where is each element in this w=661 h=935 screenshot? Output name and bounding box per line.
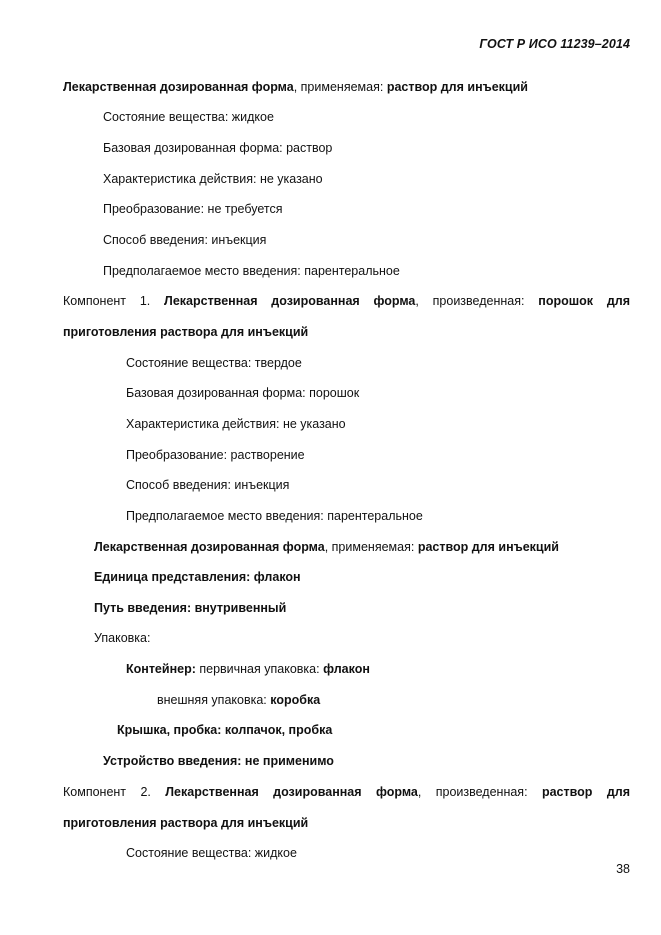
component-1-value-start: порошок для bbox=[538, 294, 630, 308]
component-2-substance-state: Состояние вещества: жидкое bbox=[126, 846, 297, 860]
component-1-administration-method: Способ введения: инъекция bbox=[126, 478, 290, 492]
packaging-label: Упаковка: bbox=[94, 631, 151, 645]
component-1-base-dosage-form: Базовая дозированная форма: порошок bbox=[126, 386, 360, 400]
page-number: 38 bbox=[616, 862, 630, 876]
component-2-connector: , произведенная: bbox=[417, 785, 542, 799]
base-dosage-form: Базовая дозированная форма: раствор bbox=[103, 141, 333, 155]
component-2-value-start: раствор для bbox=[541, 785, 630, 799]
component-1-form-label: Лекарственная дозированная форма bbox=[164, 294, 416, 308]
closure-line bbox=[117, 722, 332, 738]
action-characteristic: Характеристика действия: не указано bbox=[103, 172, 323, 186]
component-1-connector: , произведенная: bbox=[415, 294, 539, 308]
administration-route-text: Путь введения: внутривенный bbox=[94, 601, 287, 615]
presentation-unit bbox=[94, 569, 301, 585]
component-1-prefix: Компонент 1. bbox=[63, 294, 165, 308]
dosage-form-connector-2: , применяемая: bbox=[324, 540, 418, 554]
administration-method: Способ введения: инъекция bbox=[103, 233, 267, 247]
component-1-action-characteristic: Характеристика действия: не указано bbox=[126, 417, 346, 431]
outer-packaging-value: коробка bbox=[270, 693, 321, 707]
dosage-form-title-line-2 bbox=[94, 539, 559, 555]
component-1-administration-site: Предполагаемое место введения: парентеральное bbox=[126, 509, 423, 523]
presentation-unit-text: Единица представления: флакон bbox=[94, 570, 301, 584]
container-line bbox=[126, 661, 370, 677]
container-label: Контейнер: bbox=[126, 662, 196, 676]
dosage-form-label-2: Лекарственная дозированная форма bbox=[94, 540, 325, 554]
container-connector: первичная упаковка: bbox=[195, 662, 324, 676]
transformation: Преобразование: не требуется bbox=[103, 202, 283, 216]
component-1-value-continuation bbox=[63, 324, 308, 340]
administration-site: Предполагаемое место введения: парентеральное bbox=[103, 264, 400, 278]
delivery-device-line bbox=[103, 753, 334, 769]
dosage-form-title-line bbox=[63, 79, 528, 95]
substance-state: Состояние вещества: жидкое bbox=[103, 110, 274, 124]
component-1-line bbox=[63, 293, 630, 309]
dosage-form-value: раствор для инъекций bbox=[386, 80, 528, 94]
component-1-value-end: приготовления раствора для инъекций bbox=[63, 325, 309, 339]
component-2-value-end: приготовления раствора для инъекций bbox=[63, 816, 309, 830]
component-2-value-continuation bbox=[63, 815, 308, 831]
component-2-line bbox=[63, 784, 630, 800]
document-header: ГОСТ Р ИСО 11239–2014 bbox=[479, 37, 630, 51]
component-1-substance-state: Состояние вещества: твердое bbox=[126, 356, 302, 370]
component-2-form-label: Лекарственная дозированная форма bbox=[165, 785, 418, 799]
component-1-transformation: Преобразование: растворение bbox=[126, 448, 305, 462]
dosage-form-label: Лекарственная дозированная форма bbox=[63, 80, 294, 94]
dosage-form-connector: , применяемая: bbox=[293, 80, 387, 94]
outer-packaging-connector: внешняя упаковка: bbox=[157, 693, 271, 707]
delivery-device-text: Устройство введения: не применимо bbox=[103, 754, 334, 768]
outer-packaging-line bbox=[157, 692, 320, 708]
closure-text: Крышка, пробка: колпачок, пробка bbox=[117, 723, 333, 737]
container-value: флакон bbox=[323, 662, 370, 676]
administration-route bbox=[94, 600, 286, 616]
dosage-form-value-2: раствор для инъекций bbox=[417, 540, 559, 554]
component-2-prefix: Компонент 2. bbox=[63, 785, 166, 799]
